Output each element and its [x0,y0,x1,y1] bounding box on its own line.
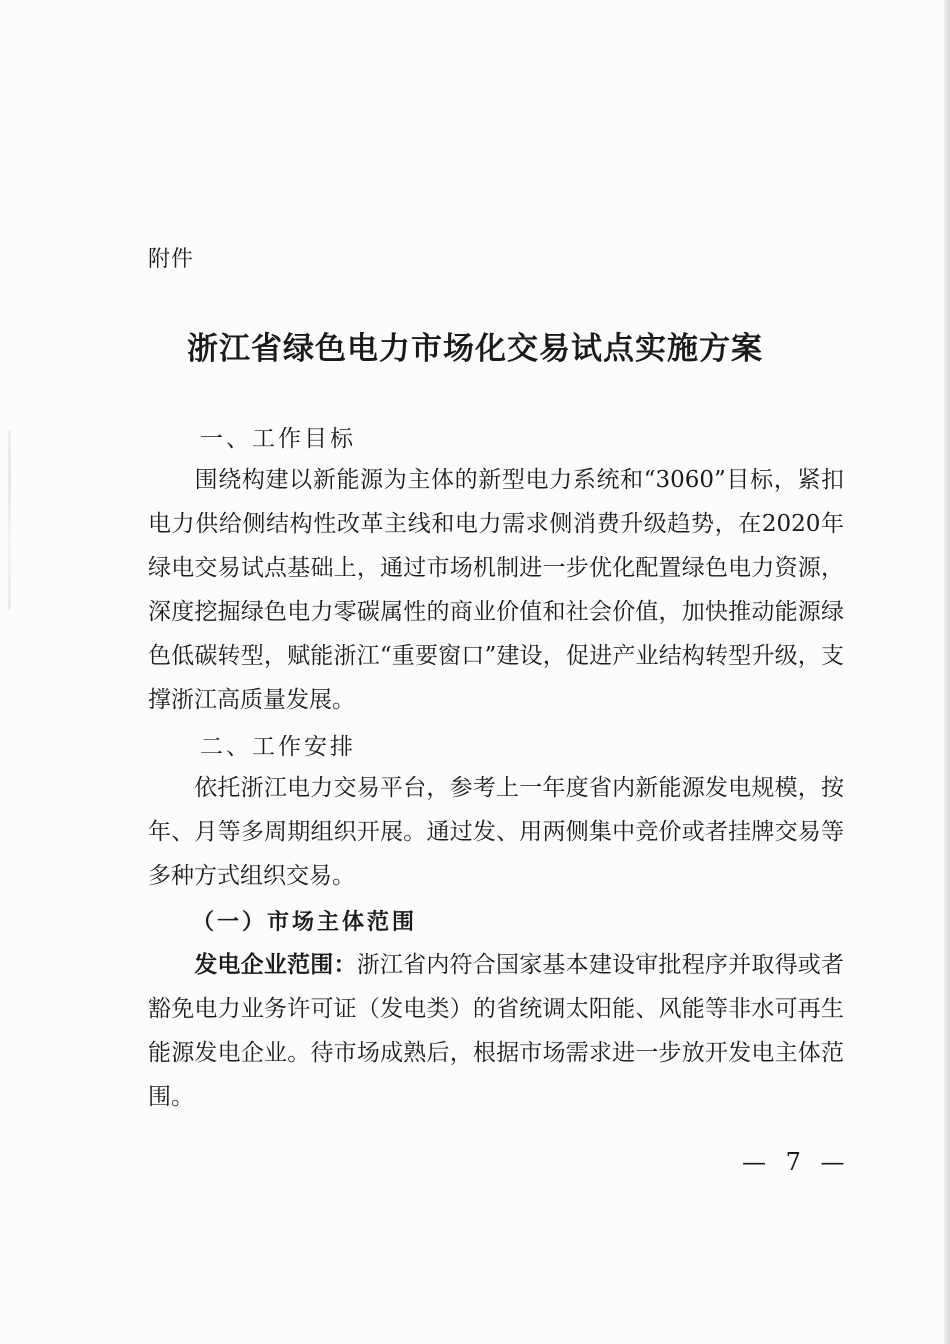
subsection-market-scope-paragraph [148,943,844,1119]
section-heading-goals: 一、工作目标 [200,426,356,452]
section-goals-text: 围绕构建以新能源为主体的新型电力系统和“3060”目标，紧扣电力供给侧结构性改革主线和电力需求侧消费升级趋势，在2020年绿电交易试点基础上，通过市场机制进一步优化配置绿色电力资源，深度挖掘绿色电力零碳属性的商业价值和社会价值，加快推动能源绿色低碳转型，赋能浙江“重要窗口”建设，促进产业结构转型升级，支撑浙江高质量发展。 [148,467,844,713]
section-arrangement-text: 依托浙江电力交易平台，参考上一年度省内新能源发电规模，按年、月等多周期组织开展。通过发、用两侧集中竞价或者挂牌交易等多种方式组织交易。 [148,775,844,889]
scan-edge-mark [8,430,11,610]
page-number: — 7 — [742,1148,851,1176]
section-arrangement-paragraph [148,766,844,898]
scan-right-edge [944,0,950,1344]
attachment-label: 附件 [148,247,195,272]
document-title: 浙江省绿色电力市场化交易试点实施方案 [187,331,763,367]
section-goals-paragraph [148,458,844,722]
subsection-heading-market-scope: （一）市场主体范围 [192,910,418,935]
generation-scope-lead: 发电企业范围： [194,952,357,978]
section-heading-arrangement: 二、工作安排 [200,734,356,760]
generation-scope-text: 浙江省内符合国家基本建设审批程序并取得或者豁免电力业务许可证（发电类）的省统调太阳能、风能等非水可再生能源发电企业。待市场成熟后，根据市场需求进一步放开发电主体范围。 [148,952,845,1110]
